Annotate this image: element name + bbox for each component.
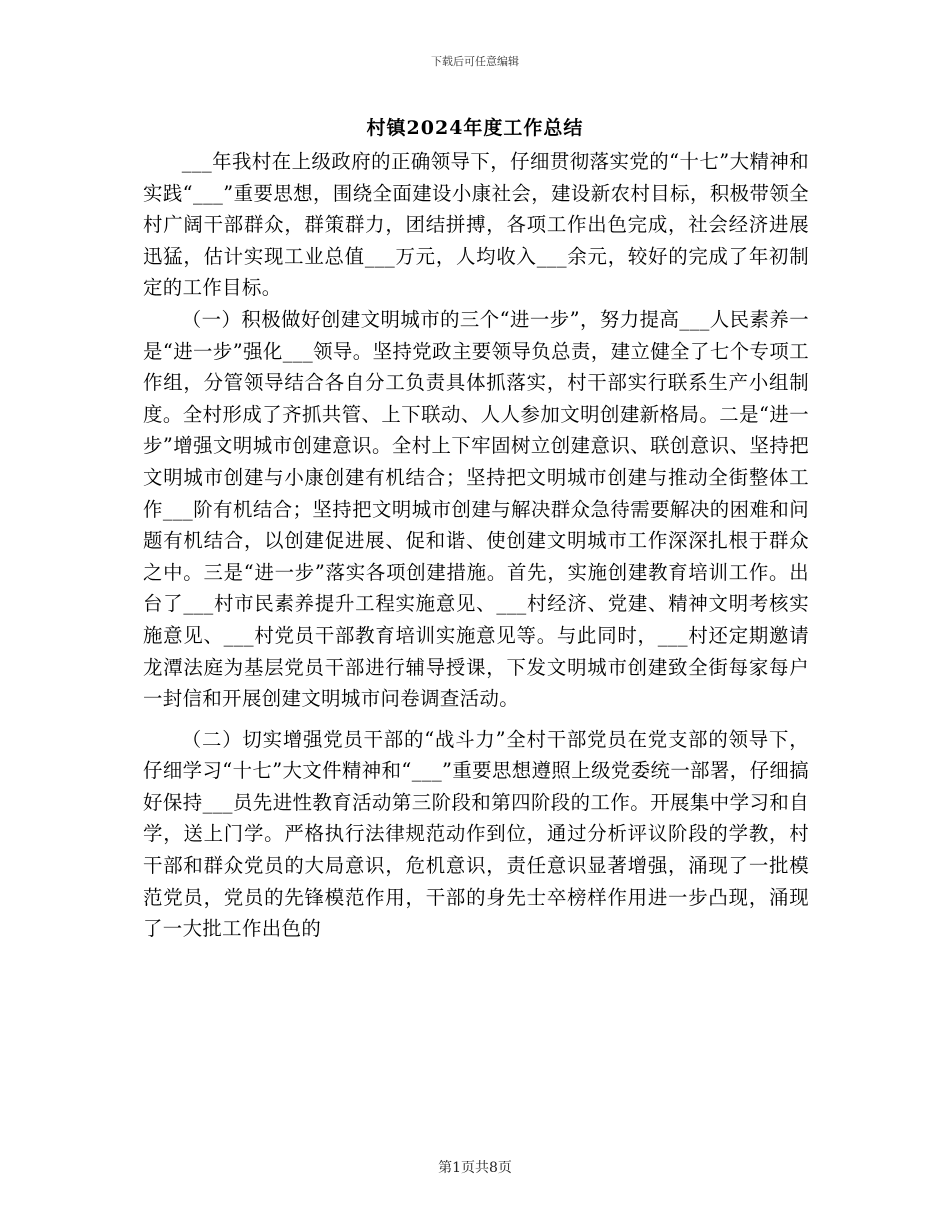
page-number: 第1页共8页 bbox=[438, 1160, 512, 1176]
paragraph-section-2: （二）切实增强党员干部的“战斗力”全村干部党员在党支部的领导下，仔细学习“十七”大文件精神和“___”重要思想遵照上级党委统一部署，仔细搞好保持___员先进性教育活动第三阶段和第四阶段的工作。开展集中学习和自学，送上门学。严格执行法律规范动作到位，通过分析评议阶段的学教，村干部和群众党员的大局意识，危机意识，责任意识显著增强，涌现了一批模范党员，党员的先锋模范作用，干部的身先士卒榜样作用进一步凸现，涌现了一大批工作出色的 bbox=[143, 727, 809, 941]
paragraph-section-1: （一）积极做好创建文明城市的三个“进一步”，努力提高___人民素养一是“进一步”强化___领导。坚持党政主要领导负总责，建立健全了七个专项工作组，分管领导结合各自分工负责具体抓落实，村干部实行联系生产小组制度。全村形成了齐抓共管、上下联动、人人参加文明创建新格局。二是“进一步”增强文明城市创建意识。全村上下牢固树立创建意识、联创意识、坚持把文明城市创建与小康创建有机结合；坚持把文明城市创建与推动全街整体工作___阶有机结合；坚持把文明城市创建与解决群众急待需要解决的困难和问题有机结合，以创建促进展、促和谐、使创建文明城市工作深深扎根于群众之中。三是“进一步”落实各项创建措施。首先，实施创建教育培训工作。出台了___村市民素养提升工程实施意见、___村经济、党建、精神文明考核实施意见、___村党员干部教育培训实施意见等。与此同时，___村还定期邀请龙潭法庭为基层党员干部进行辅导授课，下发文明城市创建致全街每家每户一封信和开展创建文明城市问卷调查活动。 bbox=[143, 307, 809, 711]
header-note: 下载后可任意编辑 bbox=[431, 55, 519, 68]
document-title: 村镇2024年度工作总结 bbox=[366, 117, 584, 139]
document-body bbox=[143, 146, 809, 945]
paragraph-intro: ___年我村在上级政府的正确领导下，仔细贯彻落实党的“十七”大精神和实践“___”重要思想，围绕全面建设小康社会，建设新农村目标，积极带领全村广阔干部群众，群策群力，团结拼搏，各项工作出色完成，社会经济进展迅猛，估计实现工业总值___万元，人均收入___余元，较好的完成了年初制定的工作目标。 bbox=[143, 150, 809, 300]
